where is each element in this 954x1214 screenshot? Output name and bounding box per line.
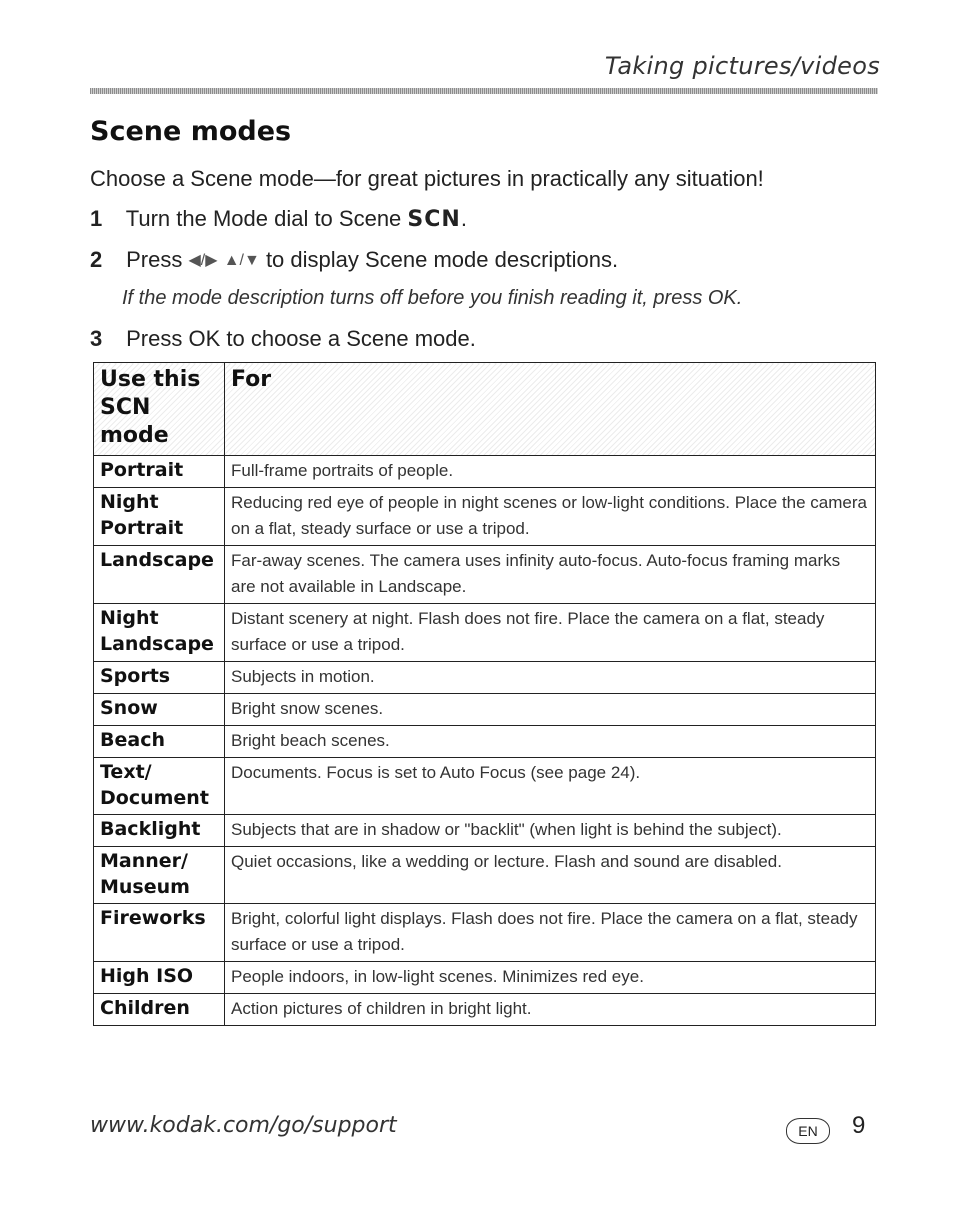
step-suffix: .	[460, 206, 467, 231]
intro-text: Choose a Scene mode—for great pictures in practically any situation!	[90, 166, 764, 191]
mode-name: High ISO	[94, 962, 225, 994]
table-row	[94, 726, 876, 758]
mode-name: Children	[94, 994, 225, 1026]
mode-description: People indoors, in low-light scenes. Minimizes red eye.	[225, 962, 876, 994]
mode-description: Subjects that are in shadow or "backlit" (when light is behind the subject).	[225, 815, 876, 847]
table-row	[94, 456, 876, 488]
mode-name: Snow	[94, 694, 225, 726]
table-header-row	[94, 363, 876, 456]
mode-description: Bright, colorful light displays. Flash does not fire. Place the camera on a flat, steady surface or use a tripod.	[225, 904, 876, 962]
table-row	[94, 994, 876, 1026]
mode-name: Fireworks	[94, 904, 225, 962]
column-header-for: For	[225, 363, 876, 456]
mode-name: Backlight	[94, 815, 225, 847]
support-url: www.kodak.com/go/support	[90, 1113, 397, 1138]
mode-description: Bright snow scenes.	[225, 694, 876, 726]
language-badge-icon: EN	[786, 1118, 830, 1144]
mode-description: Action pictures of children in bright light.	[225, 994, 876, 1026]
table-row	[94, 758, 876, 815]
table-row	[94, 662, 876, 694]
mode-name: Text/ Document	[94, 758, 225, 815]
mode-description: Reducing red eye of people in night scenes or low-light conditions. Place the camera on a flat, steady surface or use a tripod.	[225, 488, 876, 546]
mode-description: Distant scenery at night. Flash does not fire. Place the camera on a flat, steady surface or use a tripod.	[225, 604, 876, 662]
mode-description: Quiet occasions, like a wedding or lecture. Flash and sound are disabled.	[225, 847, 876, 904]
scene-modes-table	[93, 362, 876, 1026]
mode-name: Landscape	[94, 546, 225, 604]
mode-description: Far-away scenes. The camera uses infinity auto-focus. Auto-focus framing marks are not available in Landscape.	[225, 546, 876, 604]
column-header-mode: Use this SCN mode	[94, 363, 225, 456]
mode-name: Night Landscape	[94, 604, 225, 662]
table-row	[94, 694, 876, 726]
table-row	[94, 604, 876, 662]
mode-description: Bright beach scenes.	[225, 726, 876, 758]
mode-description: Subjects in motion.	[225, 662, 876, 694]
mode-description: Full-frame portraits of people.	[225, 456, 876, 488]
mode-description: Documents. Focus is set to Auto Focus (see page 24).	[225, 758, 876, 815]
table-row	[94, 546, 876, 604]
step-prefix: Press	[126, 247, 183, 272]
table-row	[94, 847, 876, 904]
scn-icon: SCN	[407, 207, 461, 232]
mode-name: Sports	[94, 662, 225, 694]
step-2	[90, 247, 618, 273]
table-row	[94, 815, 876, 847]
running-header: Taking pictures/videos	[604, 52, 880, 80]
section-title: Scene modes	[90, 116, 292, 147]
mode-name: Night Portrait	[94, 488, 225, 546]
table-row	[94, 962, 876, 994]
mode-name: Beach	[94, 726, 225, 758]
step-note: If the mode description turns off before you finish reading it, press OK.	[122, 287, 743, 309]
step-number: 2	[90, 247, 103, 272]
left-right-arrows-icon: ◀/▶	[188, 252, 218, 269]
step-number: 1	[90, 206, 103, 231]
header-rule	[90, 88, 878, 94]
mode-name: Portrait	[94, 456, 225, 488]
step-number: 3	[90, 326, 103, 351]
step-1	[90, 206, 467, 232]
mode-name: Manner/ Museum	[94, 847, 225, 904]
table-row	[94, 904, 876, 962]
step-3	[90, 326, 476, 352]
page-number: 9	[852, 1112, 866, 1139]
step-text: Turn the Mode dial to Scene	[125, 206, 402, 231]
step-text: to display Scene mode descriptions.	[265, 247, 619, 272]
step-text: Press OK to choose a Scene mode.	[126, 326, 476, 351]
up-down-arrows-icon: ▲/▼	[223, 252, 260, 269]
table-row	[94, 488, 876, 546]
